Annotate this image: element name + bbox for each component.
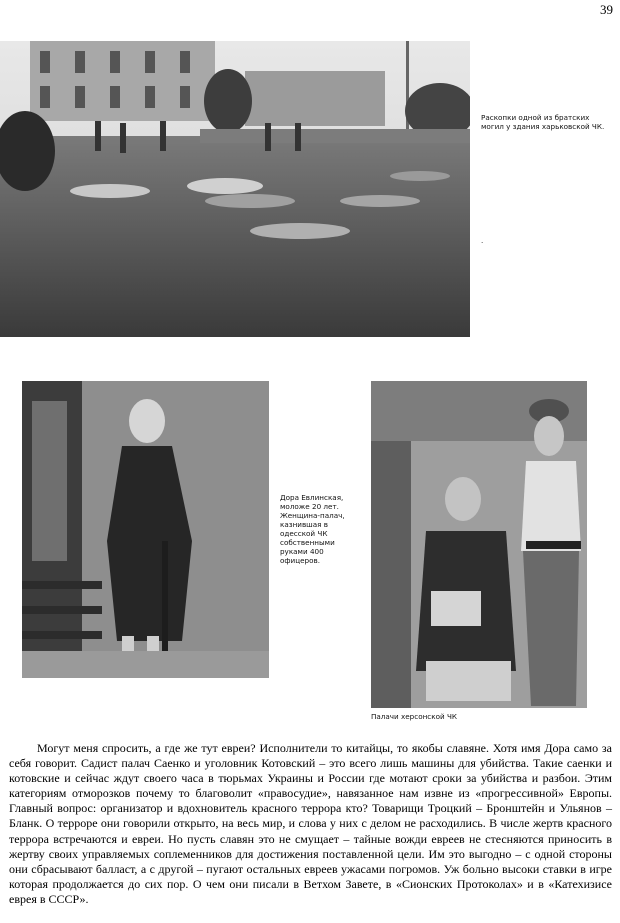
kherson-photo xyxy=(371,381,587,708)
kherson-caption: Палачи херсонской ЧК xyxy=(371,712,457,721)
evlinskaya-photo xyxy=(22,381,269,678)
excavation-photo xyxy=(0,41,470,337)
page-number: 39 xyxy=(600,2,613,17)
excavation-marker: . xyxy=(481,236,484,245)
body-paragraph xyxy=(9,741,612,907)
excavation-caption: Раскопки одной из братских могил у здания харьковской ЧК. xyxy=(481,113,605,131)
body-text: Могут меня спросить, а где же тут евреи? Исполнители то китайцы, то якобы славяне. Хотя имя Дора само за себя говорит. Садист палач Саенко и уголовник Котовский – это всего лишь машины для убийства. Такие саенки и котовские и сейчас ждут своего часа в тюрьмах Украины и России где мотают сроки за убийства и разбои. Этим категориям отморозков почему то благоволит «правосудие», навязанное нам извне из «прогрессивной» Европы. Главный вопрос: организатор и вдохновитель красного террора кто? Товарищи Троцкий – Бронштейн и Ульянов – Бланк. О терроре они говорили открыто, на весь мир, и слова у них с делом не расходились. В числе жертв красного террора встречаются и евреи. Но пусть славян это не смущает – тайные вожди евреев не стесняются приносить в жертву своих управляемых соплеменников для достижения поставленной цели. Им это выгодно – с одной стороны они сбрасывают балласт, а с другой – пугают остальных евреев ужасами погромов. Уж больно высоки ставки в игре которая продолжается до сих пор. О чем они писали в Ветхом Завете, в «Сионских Протоколах» и в «Катехизисе еврея в СССР». xyxy=(9,741,612,906)
evlinskaya-caption: Дора Евлинская, моложе 20 лет. Женщина-палач, казнившая в одесской ЧК собственными руками 400 офицеров. xyxy=(280,493,345,565)
